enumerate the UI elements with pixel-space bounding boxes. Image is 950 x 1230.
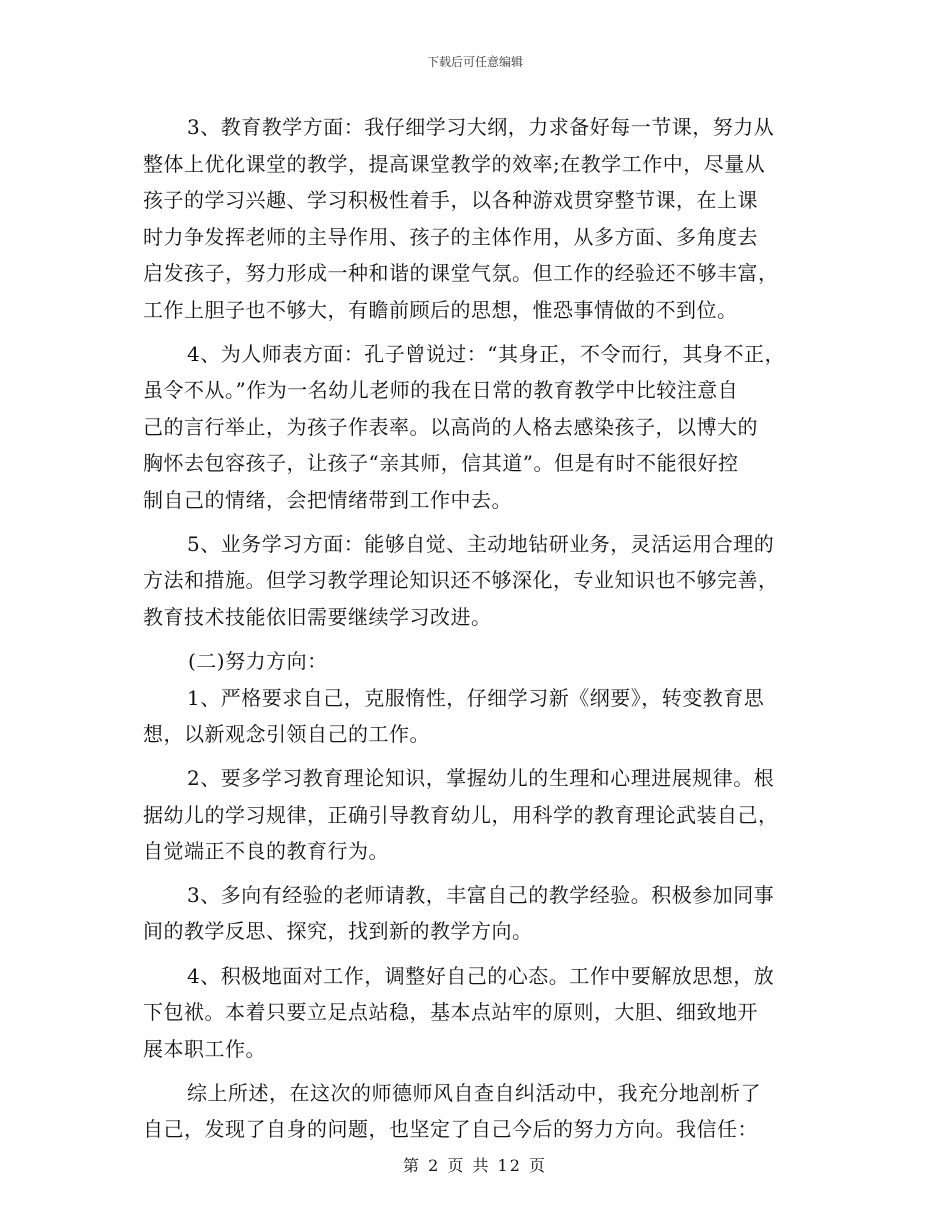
text-line: 据幼儿的学习规律，正确引导教育幼儿，用科学的教育理论武装自己，	[143, 803, 779, 827]
text-line: 整体上优化课堂的教学，提高课堂教学的效率;在教学工作中，尽量从	[143, 152, 766, 176]
text-line: 展本职工作。	[143, 1037, 266, 1061]
text-line: 5、业务学习方面：能够自觉、主动地钻研业务，灵活运用合理的	[187, 532, 775, 556]
text-line: 1、严格要求自己，克服惰性，仔细学习新《纲要》，转变教育思	[187, 686, 765, 710]
text-line: 胸怀去包容孩子，让孩子“亲其师，信其道”。但是有时不能很好控	[143, 451, 739, 475]
text-line: 工作上胆子也不够大，有瞻前顾后的思想，惟恐事情做的不到位。	[143, 298, 738, 322]
text-line: 想，以新观念引领自己的工作。	[143, 722, 430, 746]
text-line: 2、要多学习教育理论知识，掌握幼儿的生理和心理进展规律。根	[187, 766, 775, 790]
page-header-note: 下载后可任意编辑	[426, 55, 523, 69]
text-line: 孩子的学习兴趣、学习积极性着手，以各种游戏贯穿整节课，在上课	[143, 188, 758, 212]
text-line: 教育技术技能依旧需要继续学习改进。	[143, 605, 492, 629]
text-line: 3、教育教学方面：我仔细学习大纲，力求备好每一节课，努力从	[187, 115, 775, 139]
text-line: (二)努力方向：	[188, 649, 328, 673]
text-line: 下包袱。本着只要立足点站稳，基本点站牢的原则，大胆、细致地开	[143, 1000, 758, 1024]
text-line: 方法和措施。但学习教学理论知识还不够深化，专业知识也不够完善，	[143, 568, 779, 592]
text-line: 综上所述，在这次的师德师风自查自纠活动中，我充分地剖析了	[187, 1081, 761, 1105]
text-line: 自己，发现了自身的问题，也坚定了自己今后的努力方向。我信任：	[143, 1117, 758, 1141]
text-line: 时力争发挥老师的主导作用、孩子的主体作用，从多方面、多角度去	[143, 225, 758, 249]
text-line: 4、积极地面对工作，调整好自己的心态。工作中要解放思想，放	[187, 964, 775, 988]
text-line: 制自己的情绪，会把情绪带到工作中去。	[143, 488, 512, 512]
text-line: 虽令不从。”作为一名幼儿老师的我在日常的教育教学中比较注意自	[143, 378, 739, 402]
text-line: 自觉端正不良的教育行为。	[143, 839, 389, 863]
text-line: 4、为人师表方面：孔子曾说过：“其身正，不令而行，其身不正，	[187, 342, 785, 366]
text-line: 启发孩子，努力形成一种和谐的课堂气氛。但工作的经验还不够丰富，	[143, 261, 779, 285]
text-line: 间的教学反思、探究，找到新的教学方向。	[143, 919, 533, 943]
page-number: 第 2 页 共 12 页	[403, 1156, 547, 1175]
text-line: 3、多向有经验的老师请教，丰富自己的教学经验。积极参加同事	[187, 883, 775, 907]
text-line: 己的言行举止，为孩子作表率。以高尚的人格去感染孩子，以博大的	[143, 415, 758, 439]
